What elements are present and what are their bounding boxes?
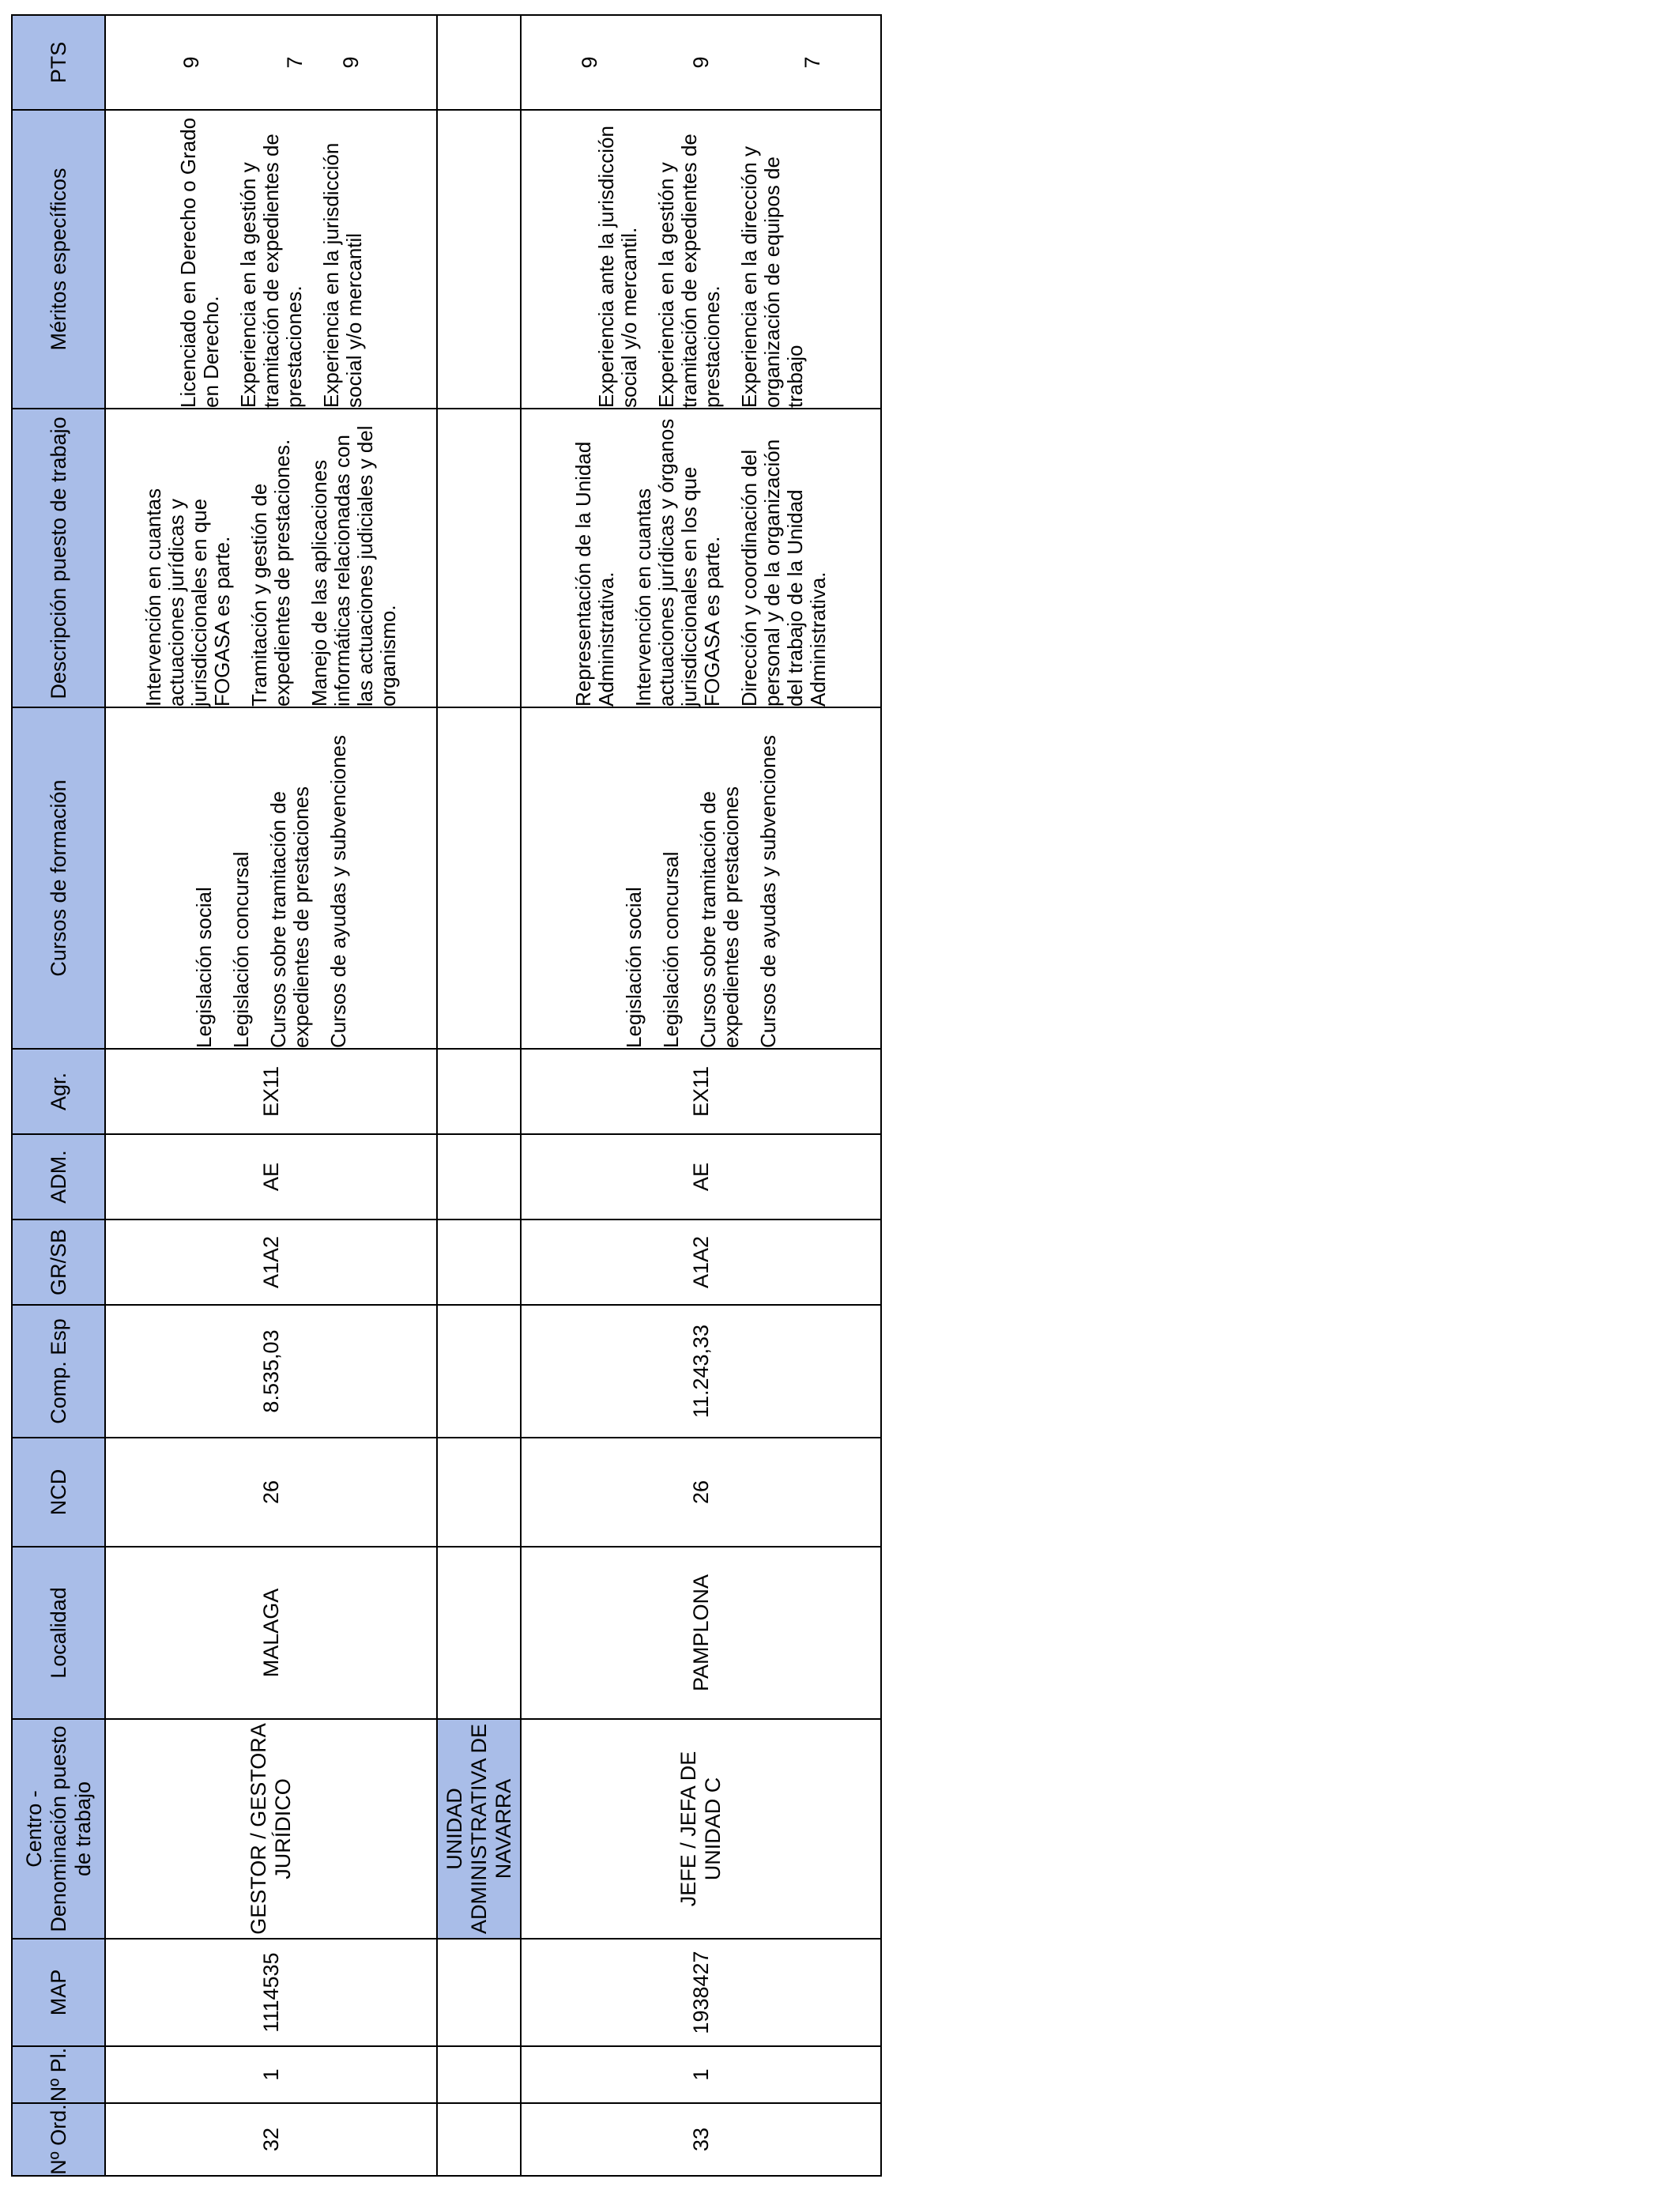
table-row — [521, 15, 881, 2176]
cell-map: 1114535 — [105, 1939, 437, 2046]
job-positions-table — [11, 14, 882, 2177]
cell-n-ord: 32 — [105, 2103, 437, 2176]
cell-cursos — [521, 707, 881, 1049]
header-row — [12, 15, 105, 2176]
cell-pts — [521, 15, 881, 110]
descripcion-item: Intervención en cuantas actuaciones jurídicas y jurisdiccionales en que FOGASA es parte. — [141, 488, 234, 707]
cell-ncd: 26 — [105, 1438, 437, 1547]
header-comp-esp: Comp. Esp — [12, 1305, 105, 1438]
header-n-ord: Nº Ord. — [12, 2103, 105, 2176]
cell-n-pl: 1 — [105, 2046, 437, 2103]
merito-item: Experiencia en la gestión y tramitación de expedientes de prestaciones. — [654, 134, 724, 408]
pts-value: 9 — [688, 56, 713, 69]
cell-map: 1938427 — [521, 1939, 881, 2046]
curso-item: Legislación concursal — [228, 851, 253, 1048]
cell-pts — [105, 15, 437, 110]
cell-ncd: 26 — [521, 1438, 881, 1547]
merito-item: Licenciado en Derecho o Grado en Derecho. — [175, 117, 223, 408]
pts-value: 9 — [179, 56, 203, 69]
header-n-pl: Nº Pl. — [12, 2046, 105, 2103]
header-pts: PTS — [12, 15, 105, 110]
cell-adm: AE — [521, 1134, 881, 1220]
cell-agr: EX11 — [521, 1049, 881, 1134]
pts-value: 7 — [282, 56, 307, 69]
cell-descripcion — [521, 409, 881, 707]
header-ncd: NCD — [12, 1438, 105, 1547]
header-adm: ADM. — [12, 1134, 105, 1220]
cell-n-ord: 33 — [521, 2103, 881, 2176]
section-row — [437, 15, 521, 2176]
pts-value: 7 — [800, 56, 824, 69]
curso-item: Cursos sobre tramitación de expedientes de prestaciones — [266, 786, 313, 1048]
cell-meritos — [105, 110, 437, 409]
cell-puesto: JEFE / JEFA DE UNIDAD C — [521, 1719, 881, 1939]
cell-gr-sb: A1A2 — [521, 1220, 881, 1305]
cell-localidad: PAMPLONA — [521, 1547, 881, 1719]
descripcion-item: Tramitación y gestión de expedientes de prestaciones. — [247, 439, 294, 707]
merito-item: Experiencia ante la jurisdicción social y/o mercantil. — [594, 126, 641, 408]
cell-meritos — [521, 110, 881, 409]
cell-puesto: GESTOR / GESTORA JURÍDICO — [105, 1719, 437, 1939]
header-meritos: Méritos específicos — [12, 110, 105, 409]
curso-item: Cursos de ayudas y subvenciones — [326, 734, 350, 1048]
curso-item: Cursos sobre tramitación de expedientes de prestaciones — [695, 786, 743, 1048]
header-descripcion: Descripción puesto de trabajo — [12, 409, 105, 707]
pts-value: 9 — [577, 56, 601, 69]
pts-value: 9 — [338, 56, 363, 69]
header-gr-sb: GR/SB — [12, 1220, 105, 1305]
cell-descripcion — [105, 409, 437, 707]
header-agr: Agr. — [12, 1049, 105, 1134]
cell-cursos — [105, 707, 437, 1049]
merito-item: Experiencia en la jurisdicción social y/o mercantil — [318, 142, 366, 408]
cell-n-pl: 1 — [521, 2046, 881, 2103]
cell-gr-sb: A1A2 — [105, 1220, 437, 1305]
merito-item: Experiencia en la dirección y organización de equipos de trabajo — [737, 146, 807, 408]
curso-item: Legislación social — [621, 887, 646, 1048]
curso-item: Legislación concursal — [658, 851, 683, 1048]
cell-localidad: MALAGA — [105, 1547, 437, 1719]
descripcion-item: Manejo de las aplicaciones informáticas relacionadas con las actuaciones judiciales y del organismo. — [307, 425, 400, 707]
header-localidad: Localidad — [12, 1547, 105, 1719]
descripcion-item: Representación de la Unidad Administrativa. — [571, 441, 618, 707]
merito-item: Experiencia en la gestión y tramitación de expedientes de prestaciones. — [235, 134, 306, 408]
cell-comp-esp: 8.535,03 — [105, 1305, 437, 1438]
cell-agr: EX11 — [105, 1049, 437, 1134]
descripcion-item: Dirección y coordinación del personal y de la organización del trabajo de la Unidad Administrativa. — [737, 439, 830, 707]
curso-item: Legislación social — [191, 887, 216, 1048]
cell-adm: AE — [105, 1134, 437, 1220]
section-label: UNIDAD ADMINISTRATIVA DE NAVARRA — [437, 1719, 521, 1939]
table-row — [105, 15, 437, 2176]
cell-comp-esp: 11.243,33 — [521, 1305, 881, 1438]
descripcion-item: Intervención en cuantas actuaciones jurídicas y órganos jurisdiccionales en los que FOGASA es parte. — [631, 418, 724, 707]
header-cursos: Cursos de formación — [12, 707, 105, 1049]
curso-item: Cursos de ayudas y subvenciones — [755, 734, 780, 1048]
header-centro: Centro - Denominación puesto de trabajo — [12, 1719, 105, 1939]
header-map: MAP — [12, 1939, 105, 2046]
